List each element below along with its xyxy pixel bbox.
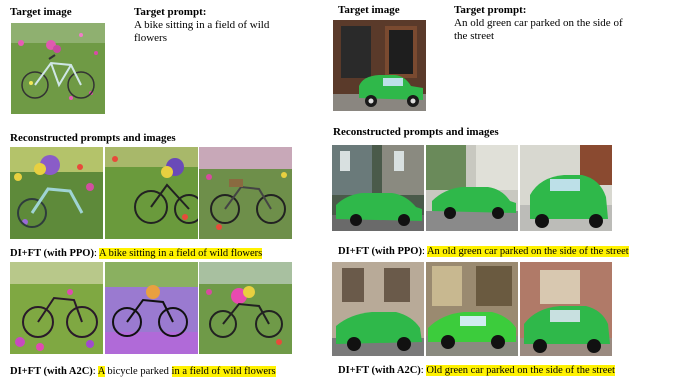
left-ppo-image-2 [105,147,198,239]
left-a2c-image-3 [199,262,292,354]
right-ppo-colon: : [421,246,425,257]
right-a2c-image-2 [426,262,518,356]
left-a2c-method: DI+FT (with A2C) [10,366,93,377]
left-section-title: Reconstructed prompts and images [10,132,176,144]
right-ppo-prompt: An old green car parked on the side of the street [426,246,629,257]
right-a2c-caption [338,364,615,377]
right-a2c-method: DI+FT (with A2C) [338,365,421,376]
right-target-image-label: Target image [338,4,400,16]
right-a2c-prompt: Old green car parked on the side of the street [426,365,615,376]
right-target-prompt-text: An old green car parked on the side of the street [454,17,623,42]
right-a2c-image-3 [520,262,612,356]
right-ppo-method: DI+FT (with PPO) [338,246,422,257]
left-a2c-colon: : [92,366,96,377]
left-ppo-prompt: A bike sitting in a field of wild flowers [98,248,263,259]
left-a2c-image-2 [105,262,198,354]
left-a2c-prompt-hl-1: A [97,366,105,377]
left-ppo-image-1 [10,147,103,239]
left-target-image-label: Target image [10,6,72,18]
right-target-prompt-label: Target prompt: [454,4,527,16]
right-target-image [333,20,426,111]
right-ppo-image-2 [426,145,518,231]
left-target-image [11,23,105,114]
right-ppo-caption [338,245,629,258]
left-a2c-image-1 [10,262,103,354]
left-ppo-method: DI+FT (with PPO) [10,248,94,259]
right-a2c-colon: : [420,365,424,376]
right-ppo-image-1 [332,145,424,231]
right-a2c-image-1 [332,262,424,356]
left-ppo-caption [10,247,262,260]
left-ppo-colon: : [93,248,97,259]
left-target-prompt-text: A bike sitting in a field of wild flowers [134,19,270,44]
left-a2c-prompt-hl-2: in a field of wild flowers [171,366,276,377]
left-a2c-prompt-plain: bicycle parked [107,366,169,377]
left-a2c-caption [10,365,276,378]
left-target-prompt-label: Target prompt: [134,6,207,18]
left-ppo-image-3 [199,147,292,239]
right-ppo-image-3 [520,145,612,231]
right-section-title: Reconstructed prompts and images [333,126,499,138]
